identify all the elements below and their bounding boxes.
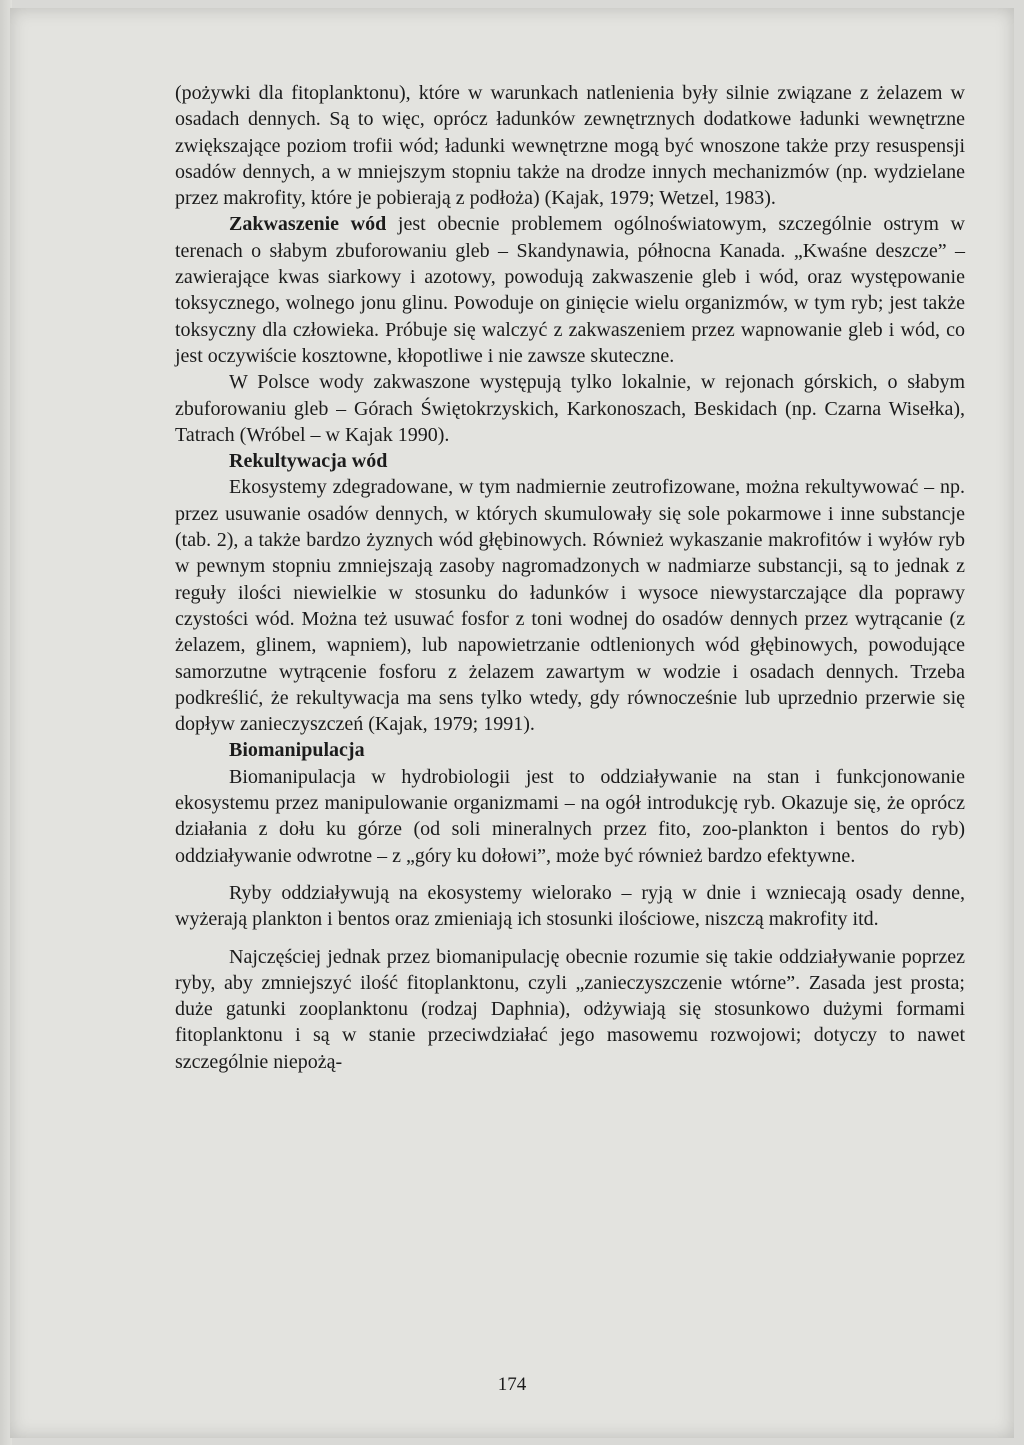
- paragraph-1: (pożywki dla fitoplanktonu), które w warunkach natlenienia były silnie związane z żelazem w osadach dennych. Są to więc, oprócz ładunków zewnętrznych dodatkowe ładunki wewnętrzne zwiększające poziom trofii wód; ładunki wewnętrzne mogą być wnoszone także przy resuspensji osadów dennych, a w mniejszym stopniu także na drodze innych mechanizmów (np. wydzielane przez makrofity, które je pobierają z podłoża) (Kajak, 1979; Wetzel, 1983).: [175, 82, 965, 210]
- paragraph-rekultywacja: Ekosystemy zdegradowane, w tym nadmiernie zeutrofizowane, można rekultywować – np. przez usuwanie osadów dennych, w których skumulowały się sole pokarmowe i inne substancje (tab. 2), a także bardzo żyznych wód głębinowych. Również wykaszanie makrofitów i wyłów ryb w pewnym stopniu zmniejszają zasoby nagromadzonych w nadmiarze substancji, są to jednak z reguły ilości niewielkie w stosunku do ładunków i wysoce niewystarczające dla poprawy czystości wód. Można też usuwać fosfor z toni wodnej do osadów dennych przez wytrącanie (z żelazem, glinem, wapniem), lub napowietrzanie odtlenionych wód głębinowych, powodujące samorzutne wytrącenie fosforu z żelazem zawartym w wodzie i osadach dennych. Trzeba podkreślić, że rekultywacja ma sens tylko wtedy, gdy równocześnie lub uprzednio przerwie się dopływ zanieczyszczeń (Kajak, 1979; 1991).: [175, 476, 965, 736]
- heading-rekultywacja: Rekultywacja wód: [229, 450, 388, 473]
- paragraph-ryby: Ryby oddziaływują na ekosystemy wielorako – ryją w dnie i wzniecają osady denne, wyżerają plankton i bentos oraz zmieniają ich stosunki ilościowe, niszczą makrofity itd.: [175, 881, 965, 931]
- paragraph-biomanipulacja: Biomanipulacja w hydrobiologii jest to oddziaływanie na stan i funkcjonowanie ekosystemu przez manipulowanie organizmami – na ogół introdukcję ryb. Okazuje się, że oprócz działania z dołu ku górze (od soli mineralnych przez fito, zoo-plankton i bentos do ryb) oddziaływanie odwrotne – z „góry ku dołowi”, może być również bardzo efektywne.: [175, 765, 965, 867]
- paragraph-najczesciej: Najczęściej jednak przez biomanipulację obecnie rozumie się takie oddziaływanie poprzez ryby, aby zmniejszyć ilość fitoplanktonu, czyli „zanieczyszczenie wtórne”. Zasada jest prosta; duże gatunki zooplanktonu (rodzaj Daphnia), odżywiają się stosunkowo dużymi formami fitoplanktonu i są w stanie przeciwdziałać jego masowemu rozwojowi; dotyczy to nawet szczególnie niepożą-: [175, 945, 965, 1073]
- acidification-text: jest obecnie problemem ogólnoświatowym, szczególnie ostrym w terenach o słabym zbuforowaniu gleb – Skandynawia, północna Kanada. „Kwaśne deszcze” – zawierające kwas siarkowy i azotowy, powodują zakwaszenie gleb i wód, oraz występowanie toksycznego, wolnego jonu glinu. Powoduje on ginięcie wielu organizmów, w tym ryb; jest także toksyczny dla człowieka. Próbuje się walczyć z zakwaszeniem przez wapnowanie gleb i wód, co jest oczywiście kosztowne, kłopotliwe i nie zawsze skuteczne.: [175, 213, 965, 367]
- page-number: 174: [497, 1374, 527, 1395]
- paragraph-acidification: [175, 211, 965, 369]
- heading-biomanipulacja: Biomanipulacja: [229, 739, 365, 762]
- paragraph-poland: W Polsce wody zakwaszone występują tylko lokalnie, w rejonach górskich, o słabym zbuforowaniu gleb – Górach Świętokrzyskich, Karkonoszach, Beskidach (np. Czarna Wisełka), Tatrach (Wróbel – w Kajak 1990).: [175, 371, 965, 446]
- acidification-lead: Zakwaszenie wód: [229, 213, 387, 236]
- page-body: [175, 80, 965, 1075]
